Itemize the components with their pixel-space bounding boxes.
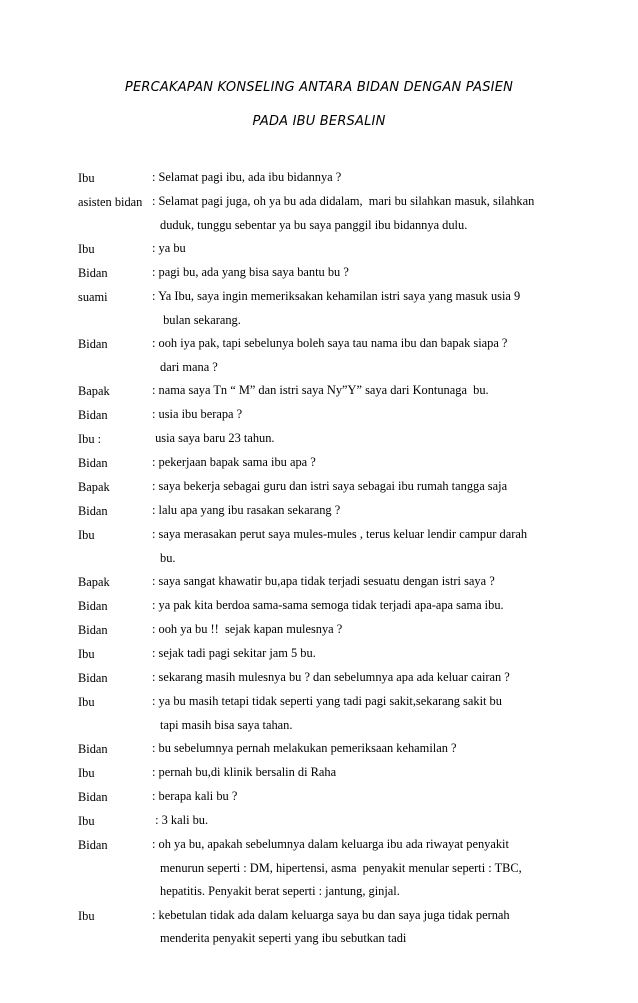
speaker-label: Ibu	[78, 908, 95, 923]
speaker-label: Bidan	[78, 266, 108, 280]
utterance	[152, 379, 578, 403]
speaker-label: Ibu	[78, 647, 95, 661]
utterance-line: : pagi bu, ada yang bisa saya bantu bu ?	[152, 265, 349, 279]
utterance-line: : oh ya bu, apakah sebelumnya dalam keluarga ibu ada riwayat penyakit	[152, 837, 509, 851]
utterance	[152, 642, 578, 666]
speaker-label: Bidan	[78, 337, 108, 351]
dialogue-entry	[78, 570, 578, 594]
utterance	[152, 833, 578, 904]
speaker-label: Ibu	[78, 695, 95, 709]
speaker-label: Ibu	[78, 171, 95, 185]
utterance-line: : saya sangat khawatir bu,apa tidak terjadi sesuatu dengan istri saya ?	[152, 574, 495, 588]
utterance-line: : saya merasakan perut saya mules-mules , terus keluar lendir campur darah	[152, 527, 528, 541]
utterance-line: : 3 kali bu.	[152, 813, 209, 827]
dialogue-entry	[78, 285, 578, 332]
speaker-label: Bapak	[78, 384, 110, 398]
utterance	[152, 499, 578, 523]
dialogue-entry	[78, 190, 578, 237]
utterance	[152, 904, 578, 951]
speaker-label: Bapak	[78, 480, 110, 494]
speaker-label: Ibu	[78, 528, 95, 542]
utterance-continuation-line: menderita penyakit seperti yang ibu sebutkan tadi	[160, 931, 407, 945]
dialogue-entry	[78, 451, 578, 475]
utterance	[152, 523, 578, 570]
speaker-label: Bidan	[78, 504, 108, 518]
speaker-label: Bidan	[78, 838, 108, 852]
dialogue-entry	[78, 237, 578, 261]
dialogue-entry	[78, 666, 578, 690]
utterance-line: : ooh ya bu !! sejak kapan mulesnya ?	[152, 622, 343, 636]
dialogue-entry	[78, 833, 578, 904]
utterance	[152, 570, 578, 594]
utterance	[152, 237, 578, 261]
utterance-line: : saya bekerja sebagai guru dan istri saya sebagai ibu rumah tangga saja	[152, 479, 508, 493]
speaker-label: Bidan	[78, 623, 108, 637]
utterance-continuation-line: menurun seperti : DM, hipertensi, asma penyakit menular seperti : TBC,	[160, 860, 522, 875]
utterance-continuation-line: dari mana ?	[160, 359, 218, 374]
dialogue-entry	[78, 261, 578, 285]
dialogue-entry	[78, 642, 578, 666]
speaker-label: Bidan	[78, 790, 108, 804]
utterance-line: : pernah bu,di klinik bersalin di Raha	[152, 765, 337, 779]
utterance	[152, 761, 578, 785]
utterance	[152, 190, 578, 237]
speaker-label: Bidan	[78, 671, 108, 685]
utterance	[152, 785, 578, 809]
utterance	[152, 285, 578, 332]
document-subtitle: PADA IBU BERSALIN	[252, 114, 386, 129]
utterance-line: : ooh iya pak, tapi sebelunya boleh saya tau nama ibu dan bapak siapa ?	[152, 336, 508, 350]
utterance-line: : Selamat pagi juga, oh ya bu ada didalam, mari bu silahkan masuk, silahkan	[152, 194, 535, 208]
dialogue-entry	[78, 785, 578, 809]
utterance	[152, 809, 578, 833]
dialogue-entry	[78, 690, 578, 737]
speaker-label: Bidan	[78, 408, 108, 422]
utterance-line: : pekerjaan bapak sama ibu apa ?	[152, 455, 316, 469]
document-title: PERCAKAPAN KONSELING ANTARA BIDAN DENGAN PASIEN	[124, 80, 514, 95]
dialogue-entry	[78, 594, 578, 618]
speaker-label: suami	[78, 290, 108, 304]
speaker-label: asisten bidan	[78, 195, 143, 209]
utterance-line: usia saya baru 23 tahun.	[152, 431, 275, 445]
dialogue-entry	[78, 761, 578, 785]
utterance-continuation-line: tapi masih bisa saya tahan.	[160, 717, 293, 732]
dialogue-entry	[78, 427, 578, 451]
dialogue-entry	[78, 737, 578, 761]
utterance	[152, 166, 578, 190]
speaker-label: Ibu :	[78, 432, 102, 446]
speaker-label: Ibu	[78, 242, 95, 256]
utterance-continuation-line: bulan sekarang.	[160, 312, 241, 327]
speaker-label: Bidan	[78, 742, 108, 756]
speaker-label: Bidan	[78, 599, 108, 613]
dialogue-entry	[78, 379, 578, 403]
dialogue-entry	[78, 332, 578, 379]
utterance	[152, 475, 578, 499]
utterance	[152, 690, 578, 737]
speaker-label: Ibu	[78, 766, 95, 780]
dialogue-transcript	[78, 166, 578, 951]
dialogue-entry	[78, 403, 578, 427]
utterance-line: : ya bu masih tetapi tidak seperti yang tadi pagi sakit,sekarang sakit bu	[152, 694, 502, 708]
utterance-line: : nama saya Tn “ M” dan istri saya Ny”Y” saya dari Kontunaga bu.	[152, 383, 489, 397]
speaker-label: Ibu	[78, 814, 95, 828]
utterance-line: : usia ibu berapa ?	[152, 407, 243, 421]
dialogue-entry	[78, 523, 578, 570]
dialogue-entry	[78, 809, 578, 833]
utterance-line: : Selamat pagi ibu, ada ibu bidannya ?	[152, 170, 342, 184]
utterance-line: : kebetulan tidak ada dalam keluarga saya bu dan saya juga tidak pernah	[152, 907, 510, 922]
dialogue-entry	[78, 475, 578, 499]
utterance-continuation-line: hepatitis. Penyakit berat seperti : jantung, ginjal.	[160, 884, 400, 898]
dialogue-entry	[78, 904, 578, 951]
dialogue-entry	[78, 618, 578, 642]
speaker-label: Bapak	[78, 575, 110, 589]
dialogue-entry	[78, 166, 578, 190]
utterance-line: : sekarang masih mulesnya bu ? dan sebelumnya apa ada keluar cairan ?	[152, 670, 510, 684]
utterance	[152, 618, 578, 642]
utterance	[152, 451, 578, 475]
utterance-line: : lalu apa yang ibu rasakan sekarang ?	[152, 503, 341, 517]
utterance	[152, 261, 578, 285]
utterance-continuation-line: duduk, tunggu sebentar ya bu saya panggil ibu bidannya dulu.	[160, 217, 468, 232]
utterance-line: : sejak tadi pagi sekitar jam 5 bu.	[152, 646, 316, 660]
utterance-line: : Ya Ibu, saya ingin memeriksakan kehamilan istri saya yang masuk usia 9	[152, 289, 521, 303]
dialogue-entry	[78, 499, 578, 523]
utterance	[152, 403, 578, 427]
utterance-line: : ya bu	[152, 241, 186, 255]
utterance-line: : berapa kali bu ?	[152, 789, 238, 803]
utterance-continuation-line: bu.	[160, 550, 176, 565]
utterance	[152, 427, 578, 451]
utterance-line: : ya pak kita berdoa sama-sama semoga tidak terjadi apa-apa sama ibu.	[152, 598, 504, 612]
speaker-label: Bidan	[78, 456, 108, 470]
utterance	[152, 666, 578, 690]
utterance	[152, 737, 578, 761]
utterance	[152, 332, 578, 379]
utterance-line: : bu sebelumnya pernah melakukan pemeriksaan kehamilan ?	[152, 741, 457, 755]
utterance	[152, 594, 578, 618]
